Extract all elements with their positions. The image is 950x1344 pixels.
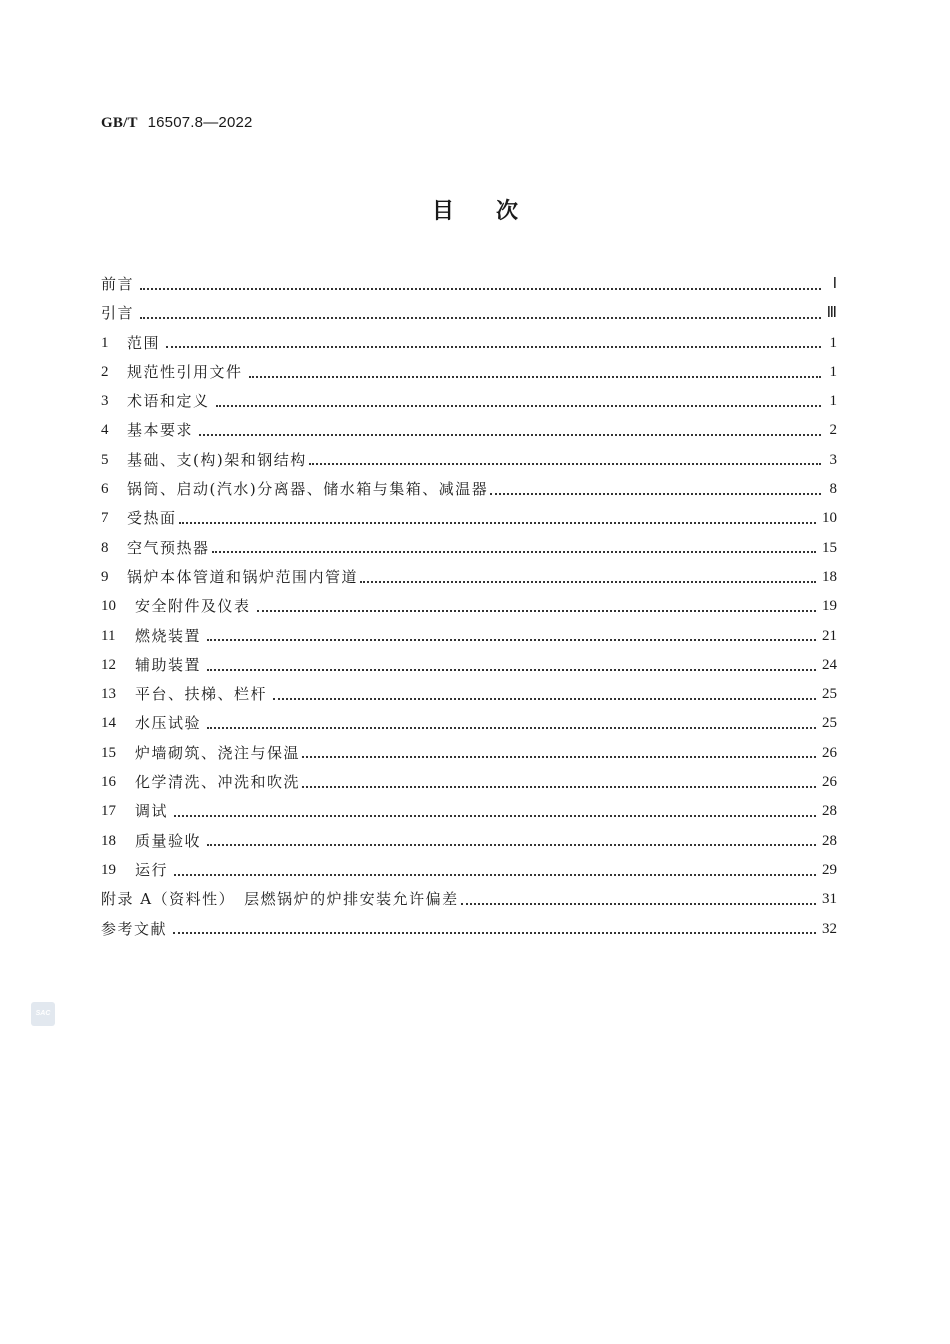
toc-entry-page: 2 [829,422,837,439]
toc-entry-number: 9 [101,568,109,585]
toc-entry-page: 19 [822,598,837,615]
toc-leader-dots [207,625,816,641]
toc-entry-number: 6 [101,481,109,498]
toc-leader-dots [179,508,816,524]
toc-leader-dots [207,713,816,729]
toc-leader-dots [199,420,821,436]
toc-entry-number: 17 [101,803,116,820]
toc-entry-number: 18 [101,832,116,849]
toc-leader-dots [216,391,821,407]
toc-entry-label: 附录 A（资料性） 层燃锅炉的炉排安装允许偏差 [101,890,459,909]
toc-entry-number: 11 [101,627,116,644]
toc-leader-dots [140,274,821,290]
toc-leader-dots [257,596,816,612]
toc-entry-number: 19 [101,861,116,878]
toc-entry-number: 10 [101,598,116,615]
toc-entry[interactable] [101,387,837,416]
toc-entry-label: 锅炉本体管道和锅炉范围内管道 [127,567,359,586]
toc-entry[interactable] [101,915,837,944]
toc-entry[interactable] [101,416,837,445]
toc-entry-page: 29 [822,861,837,878]
standard-prefix: GB/T [101,115,138,131]
toc-leader-dots [166,332,821,348]
toc-entry-page: 21 [822,627,837,644]
toc-entry-page: 15 [822,539,837,556]
toc-entry[interactable] [101,592,837,621]
toc-leader-dots [174,860,816,876]
toc-entry-page: 25 [822,686,837,703]
toc-entry[interactable] [101,534,837,563]
toc-leader-dots [490,479,821,495]
toc-entry-number: 7 [101,510,109,527]
sac-watermark-logo: SAC [31,1002,55,1026]
toc-entry[interactable] [101,504,837,533]
toc-entry-page: 24 [822,656,837,673]
toc-entry-label: 受热面 [127,509,177,528]
toc-leader-dots [461,889,816,905]
toc-entry[interactable] [101,299,837,328]
toc-leader-dots [360,567,816,583]
toc-entry-label: 参考文献 [101,919,168,938]
table-of-contents [101,270,837,944]
toc-entry-label: 前言 [101,275,135,293]
toc-entry-page: 25 [822,715,837,732]
toc-entry[interactable] [101,768,837,797]
toc-entry-label: 范围 [127,333,161,352]
toc-entry-label: 基本要求 [127,421,194,440]
toc-entry[interactable] [101,885,837,914]
toc-entry-label: 燃烧装置 [135,626,202,645]
toc-entry[interactable] [101,739,837,768]
toc-entry-page: 8 [829,481,837,498]
toc-entry-page: 1 [829,334,837,351]
toc-entry[interactable] [101,856,837,885]
toc-entry-label: 运行 [135,860,169,879]
toc-entry-number: 1 [101,334,109,351]
toc-entry-label: 调试 [135,802,169,821]
toc-entry[interactable] [101,797,837,826]
toc-entry-number: 13 [101,686,116,703]
toc-leader-dots [249,362,821,378]
toc-entry[interactable] [101,622,837,651]
toc-entry[interactable] [101,475,837,504]
standard-number: 16507.8—2022 [147,114,253,131]
toc-leader-dots [309,449,821,465]
toc-leader-dots [207,830,816,846]
toc-entry-page: 3 [829,451,837,468]
toc-entry[interactable] [101,680,837,709]
toc-entry-page: 32 [822,920,837,937]
toc-entry-page: Ⅰ [832,276,837,292]
toc-entry[interactable] [101,329,837,358]
toc-leader-dots [302,742,816,758]
toc-entry-label: 炉墙砌筑、浇注与保温 [135,743,301,762]
toc-entry[interactable] [101,358,837,387]
toc-entry-number: 8 [101,539,109,556]
toc-entry-label: 辅助装置 [135,655,202,674]
toc-entry[interactable] [101,563,837,592]
toc-leader-dots [273,684,816,700]
toc-entry-label: 平台、扶梯、栏杆 [135,685,268,704]
toc-leader-dots [302,772,816,788]
toc-leader-dots [140,303,821,319]
toc-entry-number: 14 [101,715,116,732]
toc-entry-page: 10 [822,510,837,527]
toc-entry-page: 1 [829,393,837,410]
toc-leader-dots [207,655,816,671]
toc-entry-number: 16 [101,774,116,791]
toc-entry-page: 26 [822,744,837,761]
toc-entry[interactable] [101,651,837,680]
toc-entry-page: 18 [822,568,837,585]
toc-entry-page: 31 [822,891,837,908]
toc-entry[interactable] [101,827,837,856]
toc-entry-page: Ⅲ [826,305,837,322]
toc-entry[interactable] [101,446,837,475]
toc-entry-page: 28 [822,832,837,849]
toc-entry-number: 3 [101,393,109,410]
toc-leader-dots [174,801,816,817]
toc-entry[interactable] [101,709,837,738]
toc-entry-label: 空气预热器 [127,538,210,557]
toc-entry-label: 引言 [101,304,135,323]
toc-entry-number: 5 [101,451,109,468]
toc-entry-number: 2 [101,363,109,380]
toc-entry-label: 化学清洗、冲洗和吹洗 [135,773,301,792]
toc-entry-label: 基础、支(构)架和钢结构 [127,450,307,469]
toc-entry-label: 规范性引用文件 [127,362,243,381]
toc-entry-label: 锅筒、启动(汽水)分离器、储水箱与集箱、减温器 [127,480,489,499]
toc-entry-label: 术语和定义 [127,392,210,411]
standard-code [101,113,253,132]
toc-entry-page: 28 [822,803,837,820]
toc-entry-number: 4 [101,422,109,439]
toc-entry-label: 安全附件及仪表 [135,597,251,616]
toc-entry-page: 1 [829,363,837,380]
page-title: 目次 [431,199,560,224]
toc-entry-label: 质量验收 [135,831,202,850]
toc-entry-label: 水压试验 [135,714,202,733]
toc-leader-dots [212,537,816,553]
toc-entry-page: 26 [822,774,837,791]
toc-entry-number: 15 [101,744,116,761]
toc-entry[interactable] [101,270,837,299]
toc-leader-dots [173,918,816,934]
toc-entry-number: 12 [101,656,116,673]
